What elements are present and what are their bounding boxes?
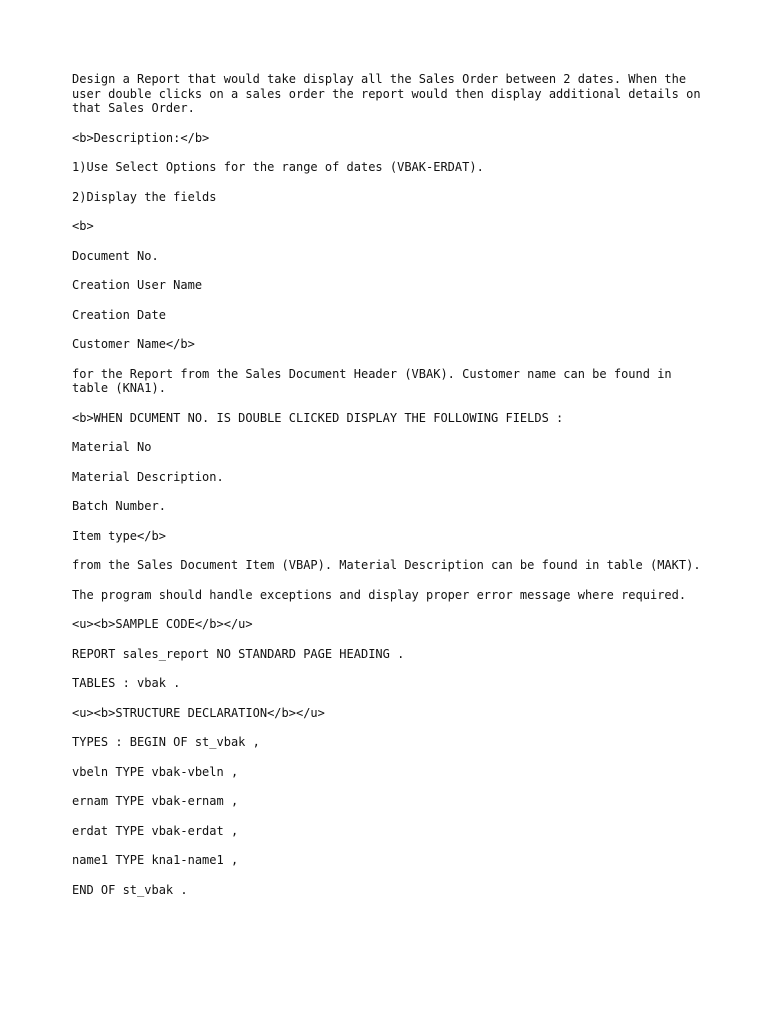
sample-code-heading: <u><b>SAMPLE CODE</b></u> xyxy=(72,617,253,631)
requirement-select-options: 1)Use Select Options for the range of dates (VBAK-ERDAT). xyxy=(72,160,484,174)
code-vbeln-line: vbeln TYPE vbak-vbeln , xyxy=(72,764,239,779)
double-click-heading: <b>WHEN DCUMENT NO. IS DOUBLE CLICKED DISPLAY THE FOLLOWING FIELDS : xyxy=(72,410,564,425)
field-batch-number: Batch Number. xyxy=(72,499,166,513)
code-erdat-line: erdat TYPE vbak-erdat , xyxy=(72,823,239,838)
field-creation-date: Creation Date xyxy=(72,307,166,322)
code-ernam-line: ernam TYPE vbak-ernam , xyxy=(72,794,239,808)
code-types-begin: TYPES : BEGIN OF st_vbak , xyxy=(72,735,260,749)
code-name1-line: name1 TYPE kna1-name1 , xyxy=(72,853,239,867)
code-types-end: END OF st_vbak . xyxy=(72,882,188,897)
field-item-type: Item type</b> xyxy=(72,528,166,543)
intro-paragraph: Design a Report that would take display all the Sales Order between 2 dates. When the user double clicks on a sales order the report would then display additional details on that Sales Order. xyxy=(72,72,708,115)
field-customer-name: Customer Name</b> xyxy=(72,337,195,351)
bold-open-tag: <b> xyxy=(72,219,94,233)
field-material-no: Material No xyxy=(72,440,152,454)
code-report-line: REPORT sales_report NO STANDARD PAGE HEADING . xyxy=(72,646,405,661)
header-source-note: for the Report from the Sales Document Header (VBAK). Customer name can be found in table (KNA1). xyxy=(72,366,679,395)
document-page xyxy=(72,72,712,912)
code-tables-line: TABLES : vbak . xyxy=(72,676,181,690)
field-creation-user-name: Creation User Name xyxy=(72,278,203,292)
requirement-display-fields: 2)Display the fields xyxy=(72,189,217,204)
description-heading: <b>Description:</b> xyxy=(72,130,210,145)
field-material-description: Material Description. xyxy=(72,469,224,484)
structure-declaration-heading: <u><b>STRUCTURE DECLARATION</b></u> xyxy=(72,705,325,720)
item-source-note: from the Sales Document Item (VBAP). Material Description can be found in table (MAKT). xyxy=(72,558,701,572)
exception-note: The program should handle exceptions and display proper error message where required. xyxy=(72,587,687,602)
field-document-no: Document No. xyxy=(72,248,159,263)
